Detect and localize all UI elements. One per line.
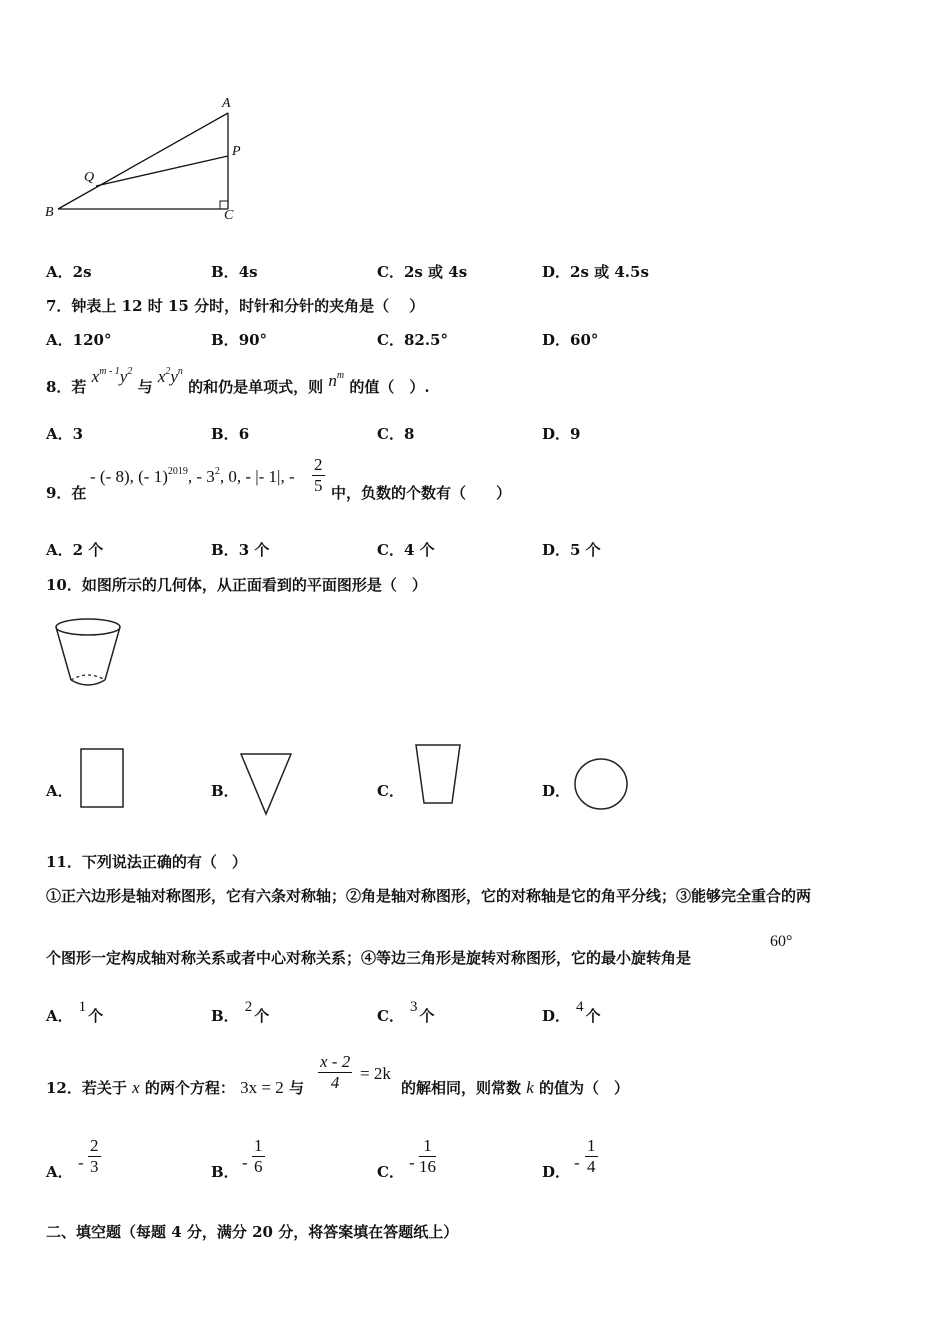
q11-option-c[interactable]: C． 3 个 xyxy=(377,999,435,1025)
label-B: B xyxy=(45,205,54,220)
q7-option-c[interactable]: C．82.5° xyxy=(377,331,448,349)
q12-stem-part1: 12．若关于 x 的两个方程： 3x = 2 与 xyxy=(46,1078,304,1097)
q12-option-a-letter[interactable]: A． xyxy=(46,1163,73,1181)
q12-option-b-fraction: $\frac{1}{6}$ xyxy=(254,1136,263,1176)
q10-option-c[interactable]: C． xyxy=(377,782,404,800)
q8-power: $n^m$ xyxy=(328,370,345,390)
q12-option-d-sign: - xyxy=(574,1153,580,1172)
q10-option-d[interactable]: D． xyxy=(542,782,571,800)
q12-option-c-letter[interactable]: C． xyxy=(377,1163,404,1181)
q8-stem: 8．若 $x^{m - 1}y^2$ 与 $x^2y^n$ 的和仍是单项式，则 $n^m$ 的值（ ）. xyxy=(46,366,430,396)
rectangle-shape xyxy=(80,748,124,810)
inverted-triangle-shape xyxy=(240,752,292,816)
section2-title: 二、填空题（每题 4 分，满分 20 分，将答案填在答题纸上） xyxy=(46,1223,459,1241)
q7-option-a[interactable]: A．120° xyxy=(46,331,112,349)
q12-option-c-fraction: $\frac{1}{16}$ xyxy=(419,1136,436,1176)
q8-option-c[interactable]: C．8 xyxy=(377,425,415,443)
q7-option-b[interactable]: B．90° xyxy=(211,331,268,349)
q12-option-a-sign: - xyxy=(78,1153,84,1172)
q12-option-d-letter[interactable]: D． xyxy=(542,1163,571,1181)
q12-rhs: = 2k xyxy=(360,1064,391,1083)
q12-fraction: $\frac{x - 2}{4}$ xyxy=(320,1052,351,1092)
q8-option-a[interactable]: A．3 xyxy=(46,425,84,443)
q8-term2: $x^2y^n$ xyxy=(157,366,183,386)
q8-term1: $x^{m - 1}y^2$ xyxy=(91,366,133,386)
q7-option-d[interactable]: D．60° xyxy=(542,331,599,349)
q8-option-d[interactable]: D．9 xyxy=(542,425,581,443)
line-BA xyxy=(58,113,228,209)
q11-option-b[interactable]: B． 2 个 xyxy=(211,999,270,1025)
q6-option-c[interactable]: C．2s 或 4s xyxy=(377,263,468,281)
label-A: A xyxy=(222,96,231,111)
q9-option-a[interactable]: A．2 个 xyxy=(46,541,104,559)
q11-option-a[interactable]: A． 1 个 xyxy=(46,999,104,1025)
q11-option-d[interactable]: D． 4 个 xyxy=(542,999,601,1025)
q9-expression: - (- 8), (- 1)$^{2019}$, - $3^2$, 0, - |- 1|, - xyxy=(90,466,295,486)
q12-option-d-fraction: $\frac{1}{4}$ xyxy=(587,1136,596,1176)
line-QP xyxy=(96,156,228,186)
q6-option-a[interactable]: A．2s xyxy=(46,263,92,281)
q6-option-d[interactable]: D．2s 或 4.5s xyxy=(542,263,649,281)
q10-stem: 10．如图所示的几何体，从正面看到的平面图形是（ ） xyxy=(46,576,427,594)
q7-stem: 7．钟表上 12 时 15 分时，时针和分针的夹角是（ ） xyxy=(46,297,425,315)
label-P: P xyxy=(232,144,241,159)
trapezoid-shape xyxy=(415,743,461,805)
q8-option-b[interactable]: B．6 xyxy=(211,425,250,443)
q10-option-a[interactable]: A． xyxy=(46,782,73,800)
q11-line2: 个图形一定构成轴对称关系或者中心对称关系；④等边三角形是旋转对称图形，它的最小旋转角是 xyxy=(46,949,692,967)
q9-option-c[interactable]: C．4 个 xyxy=(377,541,435,559)
label-C: C xyxy=(224,208,234,223)
label-Q: Q xyxy=(84,170,95,185)
q10-option-b[interactable]: B． xyxy=(211,782,239,800)
q11-angle: 60° xyxy=(770,933,793,950)
cup-solid-figure xyxy=(55,615,125,690)
q12-option-a-fraction: $\frac{2}{3}$ xyxy=(90,1136,99,1176)
q9-option-d[interactable]: D．5 个 xyxy=(542,541,601,559)
q9-fraction: $\frac{2}{5}$ xyxy=(314,455,323,495)
q11-line1: ①正六边形是轴对称图形，它有六条对称轴；②角是轴对称图形，它的对称轴是它的角平分线；③能够完全重合的两 xyxy=(46,887,812,905)
q12-option-b-sign: - xyxy=(242,1153,248,1172)
circle-shape xyxy=(574,758,630,812)
q11-stem: 11．下列说法正确的有（ ） xyxy=(46,853,247,871)
q12-stem-part2: 的解相同，则常数 k 的值为（ ） xyxy=(401,1078,630,1097)
q9-option-b[interactable]: B．3 个 xyxy=(211,541,270,559)
q6-option-b[interactable]: B．4s xyxy=(211,263,258,281)
q9-suffix: 中，负数的个数有（ ） xyxy=(331,484,512,502)
q12-option-c-sign: - xyxy=(409,1153,415,1172)
q9-prefix: 9．在 xyxy=(46,484,87,502)
q12-option-b-letter[interactable]: B． xyxy=(211,1163,239,1181)
